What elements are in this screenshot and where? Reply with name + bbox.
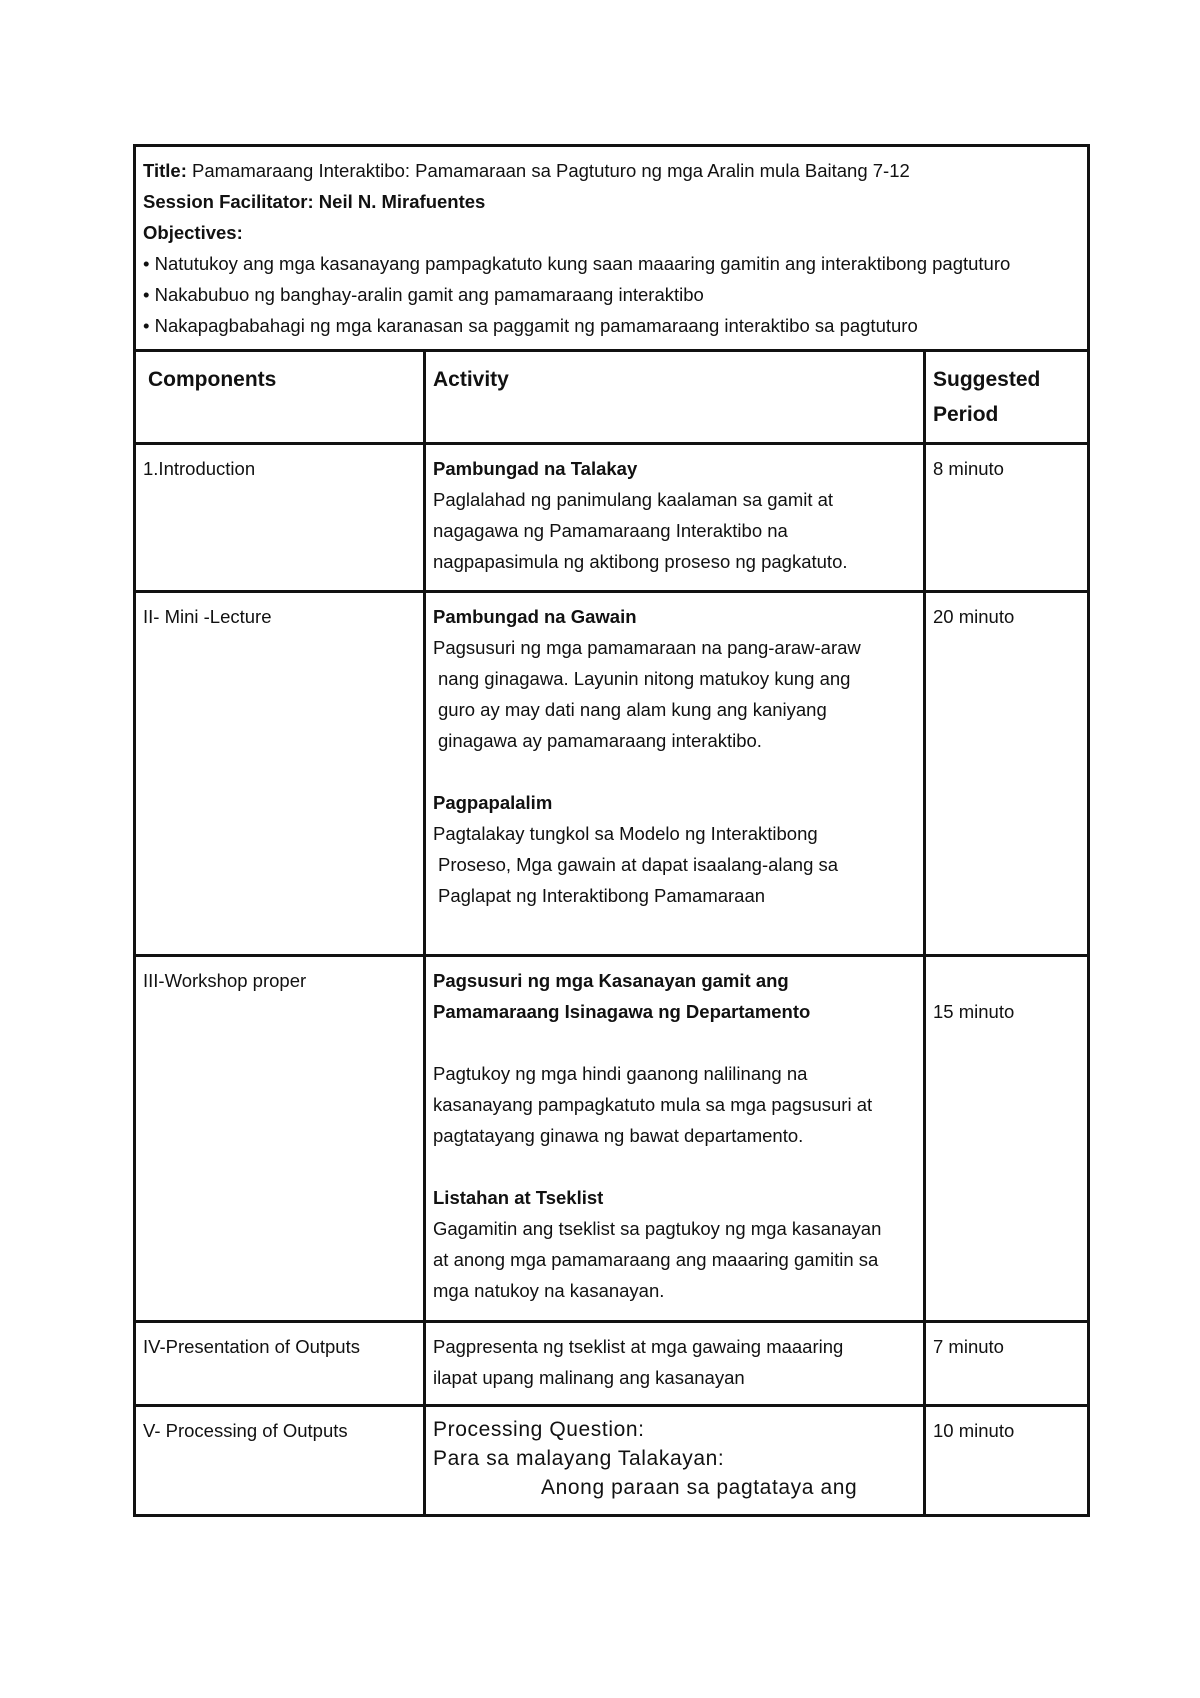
activity-line: guro ay may dati nang alam kung ang kaniyang: [438, 699, 827, 720]
activity-line: Paglapat ng Interaktibong Pamamaraan: [438, 885, 766, 906]
period-cell: 7 minuto: [925, 1322, 1089, 1406]
table-row: [135, 1406, 1089, 1516]
activity-heading: Pamamaraang Isinagawa ng Departamento: [433, 1001, 811, 1022]
period-value: 15 minuto: [933, 1001, 1015, 1022]
table-row: [135, 592, 1089, 956]
activity-line: Pagtukoy ng mga hindi gaanong nalilinang na: [433, 1063, 808, 1084]
activity-line: kasanayang pampagkatuto mula sa mga pagsusuri at: [433, 1094, 873, 1115]
activity-line: Paglalahad ng panimulang kaalaman sa gamit at: [433, 489, 834, 510]
activity-line: nagagawa ng Pamamaraang Interaktibo na: [433, 520, 788, 541]
title-value: Pamamaraang Interaktibo: Pamamaraan sa Pagtuturo ng mga Aralin mula Baitang 7-12: [186, 160, 910, 181]
period-cell: 20 minuto: [925, 592, 1089, 956]
table-row: [135, 1322, 1089, 1406]
table-row: [135, 444, 1089, 592]
activity-cell: [425, 592, 925, 956]
activity-line: Processing Question:: [433, 1418, 645, 1441]
column-header-row: [135, 351, 1089, 444]
activity-line: nang ginagawa. Layunin nitong matukoy kung ang: [438, 668, 851, 689]
period-cell: 10 minuto: [925, 1406, 1089, 1516]
activity-line: Pagtalakay tungkol sa Modelo ng Interaktibong: [433, 823, 818, 844]
col-header-components: Components: [135, 351, 425, 444]
objective-item: • Natutukoy ang mga kasanayang pampagkatuto kung saan maaaring gamitin ang interaktibong pagtuturo: [143, 253, 1011, 274]
activity-cell: [425, 444, 925, 592]
objective-item: • Nakabubuo ng banghay-aralin gamit ang pamamaraang interaktibo: [143, 284, 704, 305]
activity-line: Anong paraan sa pagtataya ang: [541, 1476, 858, 1499]
activity-line: pagtatayang ginawa ng bawat departamento.: [433, 1125, 804, 1146]
col-header-period: Suggested Period: [925, 351, 1089, 444]
spacer: [433, 1027, 916, 1058]
header-row: [135, 146, 1089, 351]
activity-heading: Pambungad na Talakay: [433, 458, 638, 479]
period-cell: 8 minuto: [925, 444, 1089, 592]
table-row: [135, 956, 1089, 1322]
activity-heading: Pagpapalalim: [433, 792, 553, 813]
activity-line: Proseso, Mga gawain at dapat isaalang-alang sa: [438, 854, 839, 875]
activity-cell: [425, 1406, 925, 1516]
activity-cell: [425, 956, 925, 1322]
period-cell: [925, 956, 1089, 1322]
spacer: [433, 1151, 916, 1182]
activity-line: Pagsusuri ng mga pamamaraan na pang-araw-araw: [433, 637, 861, 658]
objectives-label: Objectives:: [143, 222, 243, 243]
spacer: [433, 756, 916, 787]
objective-item: • Nakapagbabahagi ng mga karanasan sa paggamit ng pamamaraang interaktibo sa pagtuturo: [143, 315, 918, 336]
header-cell: [135, 146, 1089, 351]
facilitator-line: Session Facilitator: Neil N. Mirafuentes: [143, 191, 486, 212]
activity-line: Para sa malayang Talakayan:: [433, 1447, 725, 1470]
component-cell: IV-Presentation of Outputs: [135, 1322, 425, 1406]
activity-line: at anong mga pamamaraang ang maaaring gamitin sa: [433, 1249, 879, 1270]
component-cell: II- Mini -Lecture: [135, 592, 425, 956]
activity-line: ilapat upang malinang ang kasanayan: [433, 1367, 745, 1388]
activity-line: Pagpresenta ng tseklist at mga gawaing maaaring: [433, 1336, 844, 1357]
activity-line: ginagawa ay pamamaraang interaktibo.: [438, 730, 762, 751]
component-cell: III-Workshop proper: [135, 956, 425, 1322]
activity-heading: Listahan at Tseklist: [433, 1187, 604, 1208]
spacer: [933, 965, 1080, 996]
component-cell: V- Processing of Outputs: [135, 1406, 425, 1516]
component-cell: 1.Introduction: [135, 444, 425, 592]
activity-heading: Pagsusuri ng mga Kasanayan gamit ang: [433, 970, 789, 991]
activity-cell: [425, 1322, 925, 1406]
title-line: [143, 155, 1080, 186]
activity-line: nagpapasimula ng aktibong proseso ng pagkatuto.: [433, 551, 848, 572]
activity-line: mga natukoy na kasanayan.: [433, 1280, 665, 1301]
lesson-plan-table: [133, 144, 1090, 1517]
col-header-activity: Activity: [425, 351, 925, 444]
activity-heading: Pambungad na Gawain: [433, 606, 637, 627]
title-label: Title:: [143, 160, 187, 181]
activity-line: Gagamitin ang tseklist sa pagtukoy ng mga kasanayan: [433, 1218, 882, 1239]
